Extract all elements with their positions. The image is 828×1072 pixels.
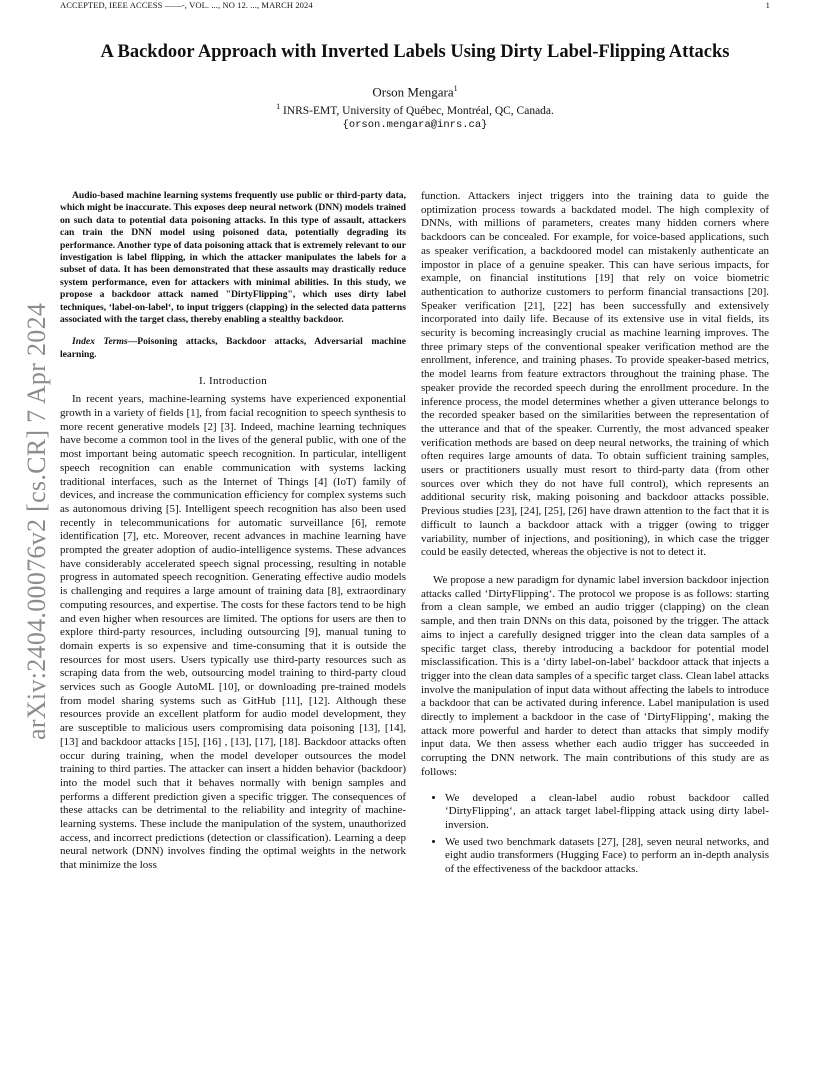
paragraph-gap <box>421 560 769 574</box>
paper-title: A Backdoor Approach with Inverted Labels Using Dirty Label-Flipping Attacks <box>100 42 730 62</box>
section-heading-introduction: I. Introduction <box>198 375 268 388</box>
list-item: • We developed a clean-label audio robust backdoor called ‘DirtyFlipping‘, an attack target label-flipping attack using dirty label-inversion. <box>445 792 769 833</box>
intro-paragraph-2: function. Attackers inject triggers into the training data to guide the optimization process towards a backdated model. The high complexity of DNNs, with millions of parameters, creates many hidden corners where backdoors can be concealed. For example, for voice-based applications, such as speaker verification, a backdoored model can mistakenly authenticate an impostor in place of a genuine speaker. This can have serious impacts, for example, on financial institutions [19] that rely on voice biometric authentication to authorize customers to perform financial transactions [20]. Speaker verification [21], [22] has been successfully and extensively incorporated into daily life. Because of its extensive use in vital fields, its security is becoming increasingly crucial as machine learning improves. The three primary steps of the conventional speaker verification method are the enrollment, inference, and training phases. To provide speaker-based metrics, the model learns from feature extractors throughout the training phase. The speaker provide the recorded speech during the enrollment procedure. In the inference process, the model determines whether a given utterance belongs to the recorded speaker based on the similarities between the representation of the utterance and that of the speaker. Currently, the most advanced speaker verification methods are based on deep neural networks, the training of which often requires large amounts of data. To obtain sufficient training samples, users or practitioners usually must resort to third-party data (from other sources over which they do not have full control), which represents an additional security risk, making poisoning and backdoor attacks possible. Previous studies [23], [24], [25], [26] have drawn attention to the fact that it is difficult to launch a backdoor attack with a trigger (owing to trigger variability, number of injections, and positioning), in which case the trigger could be easily detected, whereas the objective is not to detect it. <box>421 190 769 559</box>
running-head-text: ACCEPTED, IEEE ACCESS ——-, VOL. ..., NO 12. ..., MARCH 2024 <box>60 0 313 10</box>
index-terms-text: —Poisoning attacks, Backdoor attacks, Adversarial machine learning. <box>60 336 406 360</box>
index-terms <box>60 336 406 361</box>
author-email[interactable]: {orson.mengara@inrs.ca} <box>342 119 488 131</box>
left-column <box>60 190 406 873</box>
abstract: Audio-based machine learning systems frequently use public or third-party data, which might be inaccurate. This exposes deep neural network (DNN) models trained on such data to potential data poisoning attacks. In this type of assault, attackers can train the DNN model using poisoned data, potentially degrading its performance. Another type of data poisoning attack that is extremely relevant to our investigation is label flipping, in which the attacker manipulates the labels for a subset of data. It has been demonstrated that these assaults may drastically reduce system performance, even for attackers with minimal abilities. In this study, we propose a backdoor attack named "DirtyFlipping", which uses dirty label techniques, ‘label-on-label‘, to input triggers (clapping) in the selected data patterns associated with the target class, thereby enabling a stealthy backdoor. <box>60 190 406 326</box>
list-item: • We used two benchmark datasets [27], [28], seven neural networks, and eight audio transformers (Hugging Face) to perform an in-depth analysis of the effectiveness of the backdoor attacks. <box>445 836 769 877</box>
affiliation-text: INRS-EMT, University of Québec, Montréal, QC, Canada. <box>280 104 554 117</box>
affiliation-marker: 1 <box>276 102 281 111</box>
running-header <box>60 0 770 12</box>
author-name: Orson Mengara <box>372 84 454 100</box>
index-terms-label: Index Terms <box>72 336 128 348</box>
arxiv-identifier-stamp[interactable]: arXiv:2404.00076v2 [cs.CR] 7 Apr 2024 <box>22 302 51 740</box>
page-number: 1 <box>765 0 770 10</box>
author-affiliation-marker: 1 <box>453 84 458 93</box>
right-column <box>421 190 769 880</box>
intro-paragraph-1: In recent years, machine-learning systems have experienced exponential growth in a variety of fields [1], from facial recognition to speech synthesis to more recent generative models [2] [3]. Indeed, machine learning techniques have become a common tool in the lives of the general public, with one of the most important being automatic speech recognition. In particular, intelligent speech recognition can enable communication with systems lacking traditional interfaces, such as the Internet of Things [4] (IoT) family of devices, and increase the communication efficiency for complex systems such as autonomous driving [5]. Intelligent speech recognition has also been used recently in telecommunications for automatic surveillance [6], remote identification [7], etc. Moreover, recent advances in machine learning have prompted the greater adoption of audio-intelligence systems. These advances have considerably accelerated speech signal processing, resulting in notable progress in automated speech recognition. Generating effective audio models is challenging and requires a large amount of training data [8], extraordinary computing resources, and expertise. The costs for these factors tend to be high and even higher when resources are limited. The options for users are then to explore third-party resources, including outsourcing [9], manual tuning to domain experts is so expensive and time-consuming that it is outside the resources for most users. Users typically use third-party resources such as scraping data from the web, outsourcing model training to third-party cloud services such as Google AutoML [10], or downloading pre-trained models from model sharing systems such as GitHub [11], [12]. Although these resources provide an excellent platform for audio model development, they are susceptible to malicious users compromising data poisoning [13], [14], [13] and backdoor attacks [15], [16] , [13], [17], [18]. Backdoor attacks often occur during training, when the model developer outsources the model training to third parties. The attacker can insert a hidden behavior (backdoor) into the model such that it behaves normally with benign samples and performs a different prediction given a specific trigger. The consequences of these attacks can be detrimental to the reliability and integrity of machine-learning systems. These include the manipulation of the system, unauthorized access, and incorrect predictions (detection or classification). Learning a deep neural network (DNN) involves finding the optimal weights in the network that minimize the loss <box>60 393 406 872</box>
affiliation-line <box>60 102 770 117</box>
author-line <box>60 84 770 100</box>
contributions-list <box>421 792 769 877</box>
intro-paragraph-3: We propose a new paradigm for dynamic label inversion backdoor injection attacks called ‘DirtyFlipping‘. The protocol we propose is as follows: starting from a clean sample, we embed an audio trigger (clapping) on the clean sample, and then train DNNs on this data, poisoned by the trigger. The attack aims to inject a carefully designed trigger into the clean data samples of a specific target class, thereby introducing a backdoor for potential model misclassification. This is a ‘dirty label-on-label‘ backdoor attack that injects a trigger into the clean data samples of a specific target class. Clean label attacks involve the manipulation of input data without affecting the labels to introduce a backdoor that can be activated during inference. Label manipulation is used directly to implement a backdoor in the case of ‘DirtyFlipping‘, making the attack more powerful and harder to detect than attacks that simply modify input data. We then assess whether each audio trigger has succeeded in corrupting the DNN network. The main contributions of this study are as follows: <box>421 573 769 778</box>
